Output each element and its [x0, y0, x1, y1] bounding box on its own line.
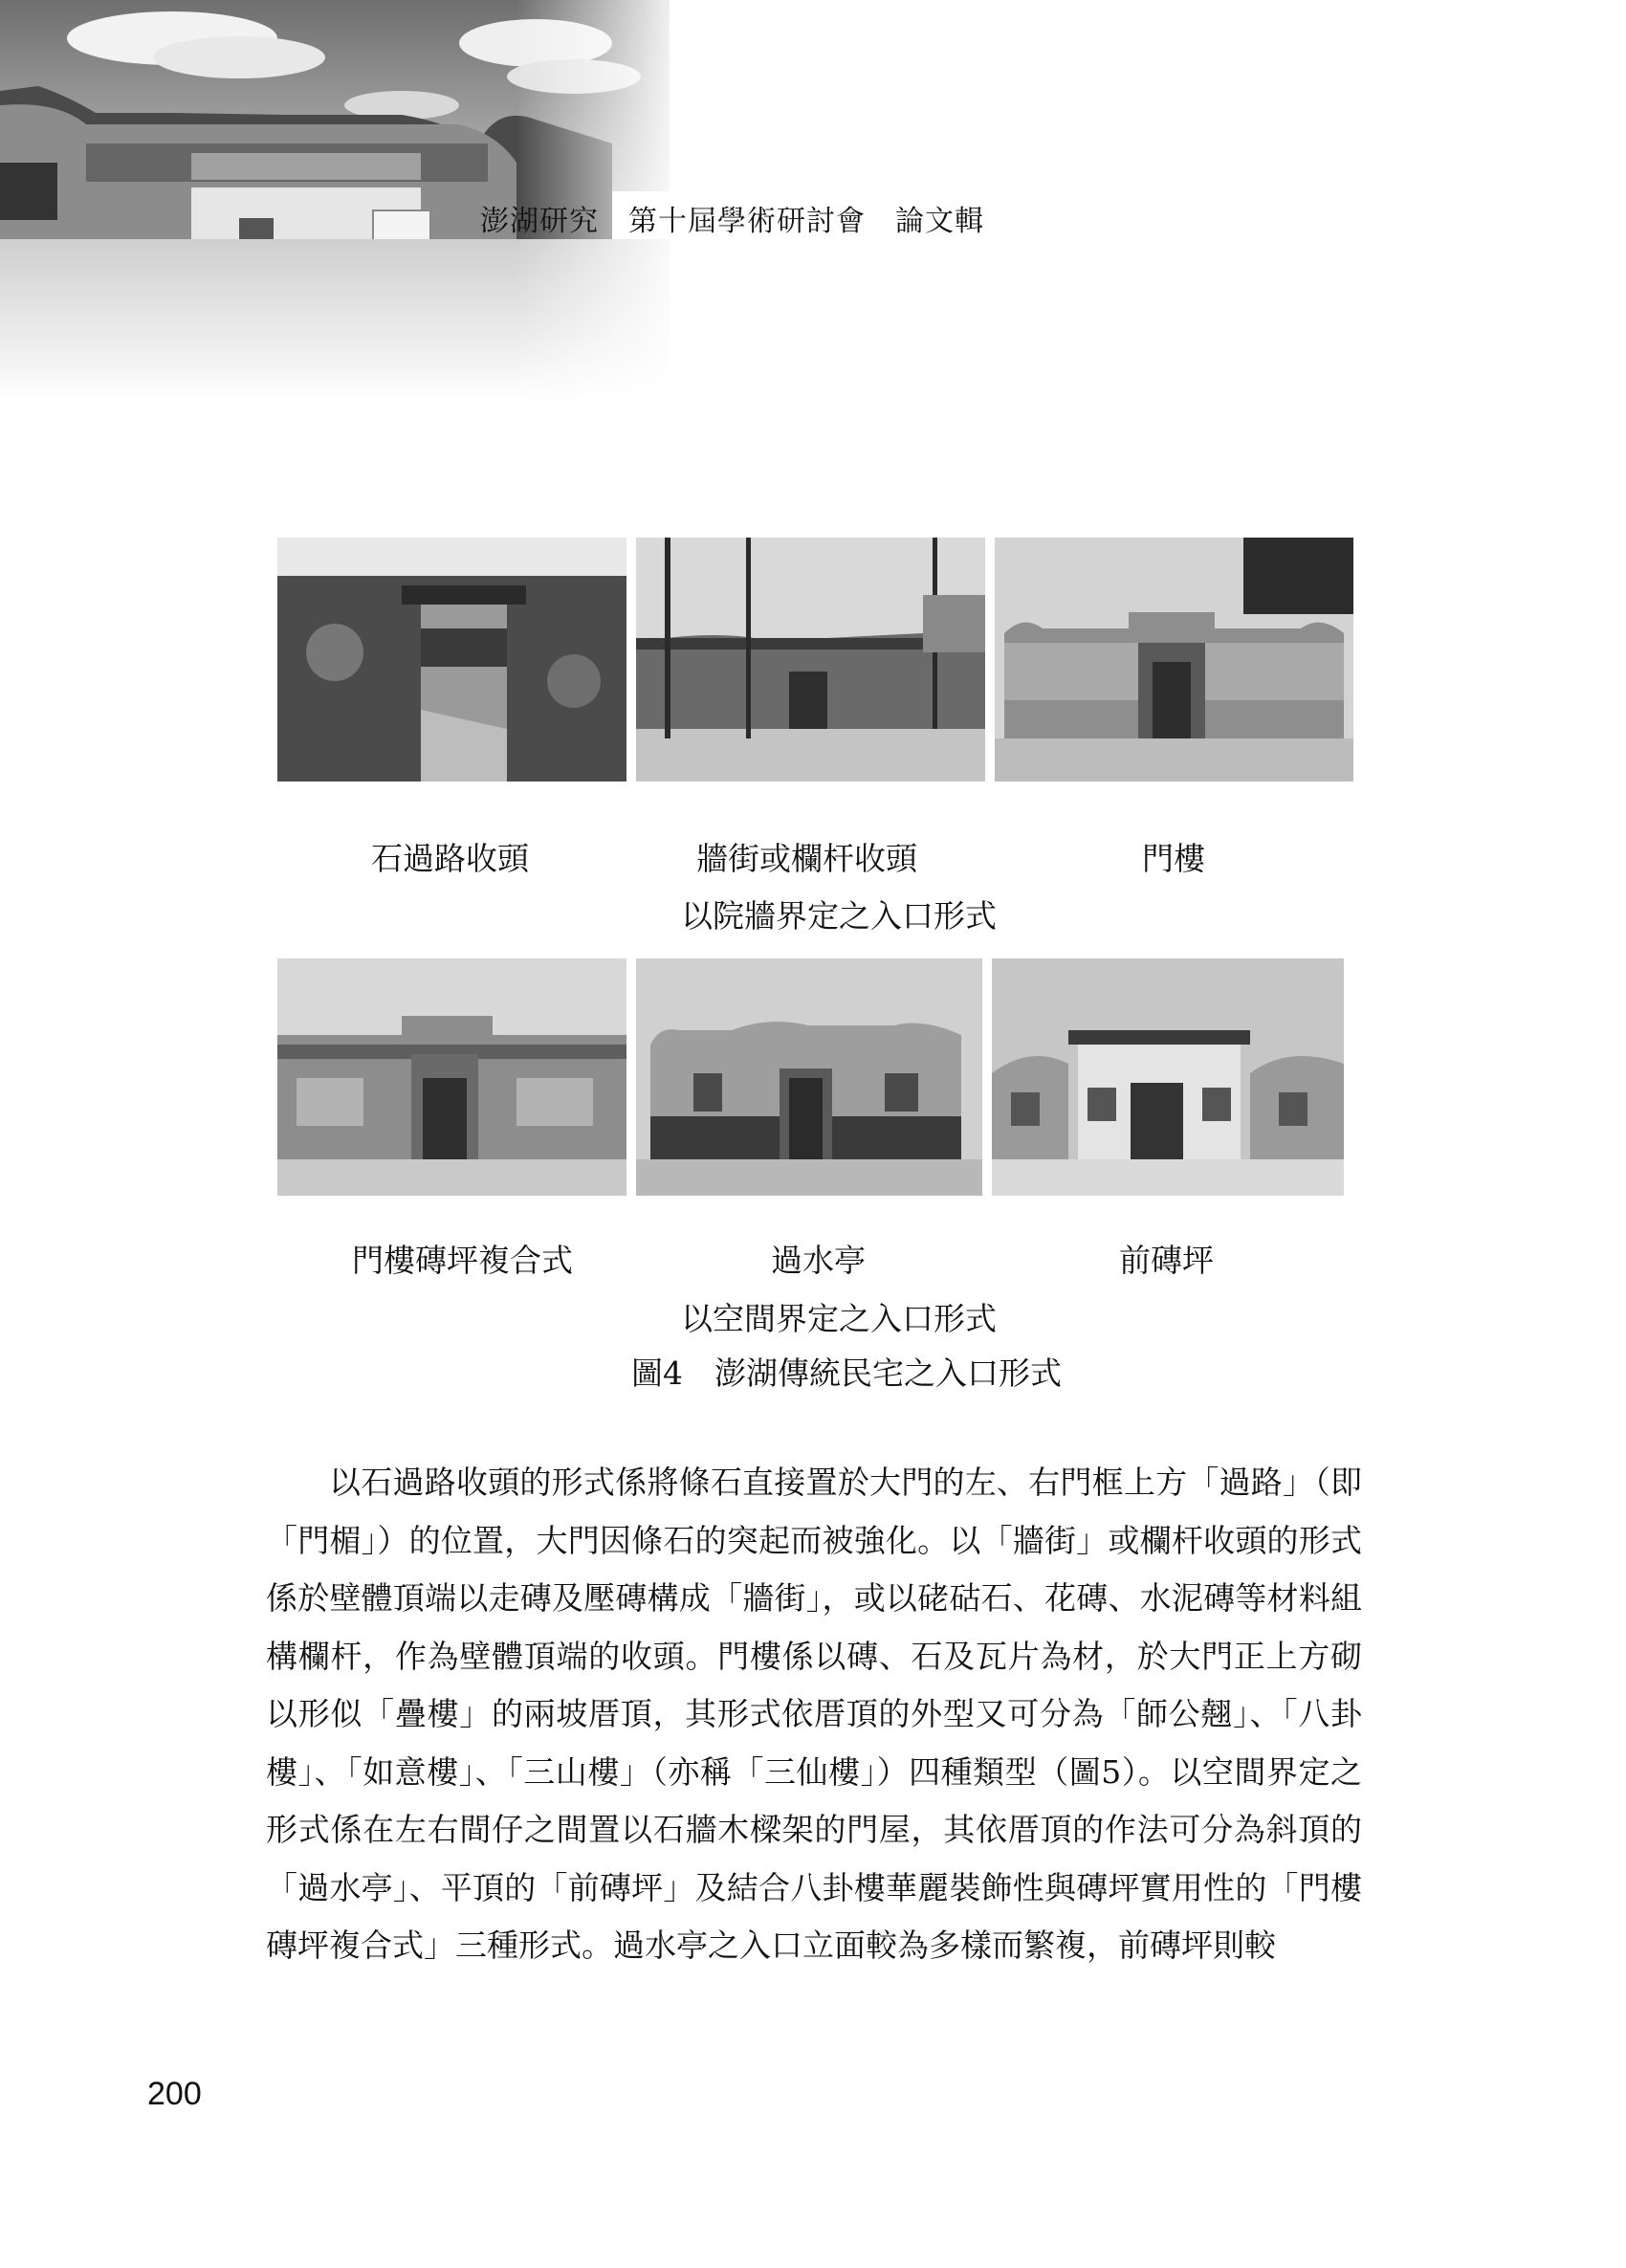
label-water-pavilion: 過水亭 [771, 1242, 866, 1279]
photo-gate-terrace-combo [277, 958, 626, 1196]
photo-stone-lintel [277, 538, 626, 782]
photo-gate-tower [995, 538, 1353, 782]
photo-wall-parapet [636, 538, 985, 782]
label-gate-terrace-combo: 門樓磚坪複合式 [352, 1242, 573, 1279]
running-head: 澎湖研究 第十屆學術研討會 論文輯 [480, 205, 984, 238]
label-stone-lintel: 石過路收頭 [371, 840, 529, 877]
group-caption-wall: 以院牆界定之入口形式 [681, 897, 997, 935]
label-wall-parapet: 牆街或欄杆收頭 [696, 840, 917, 877]
figure-caption: 圖4 澎湖傳統民宅之入口形式 [631, 1354, 1062, 1392]
label-front-terrace: 前磚坪 [1119, 1242, 1214, 1279]
page-number: 200 [147, 2076, 202, 2112]
body-paragraph: 以石過路收頭的形式係將條石直接置於大門的左、右門框上方「過路」（即「門楣」）的位置，大門因條石的突起而被強化。以「牆街」或欄杆收頭的形式係於壁體頂端以走磚及壓磚構成「牆街」，或以硓𥑮石、花磚、水泥磚等材料組構欄杆，作為壁體頂端的收頭。門樓係以磚、石及瓦片為材，於大門正上方砌以形似「疊樓」的兩坡厝頂，其形式依厝頂的外型又可分為「師公翹」、「八卦樓」、「如意樓」、「三山樓」（亦稱「三仙樓」）四種類型（圖5）。以空間界定之形式係在左右間仔之間置以石牆木樑架的門屋，其依厝頂的作法可分為斜頂的「過水亭」、平頂的「前磚坪」及結合八卦樓華麗裝飾性與磚坪實用性的「門樓磚坪複合式」三種形式。過水亭之入口立面較為多樣而繁複，前磚坪則較 [266, 1464, 1362, 1964]
photo-front-terrace [992, 958, 1344, 1196]
body-text [266, 1454, 1362, 1975]
label-gate-tower: 門樓 [1142, 840, 1205, 877]
photo-water-pavilion [636, 958, 982, 1196]
group-caption-space: 以空間界定之入口形式 [681, 1300, 997, 1337]
